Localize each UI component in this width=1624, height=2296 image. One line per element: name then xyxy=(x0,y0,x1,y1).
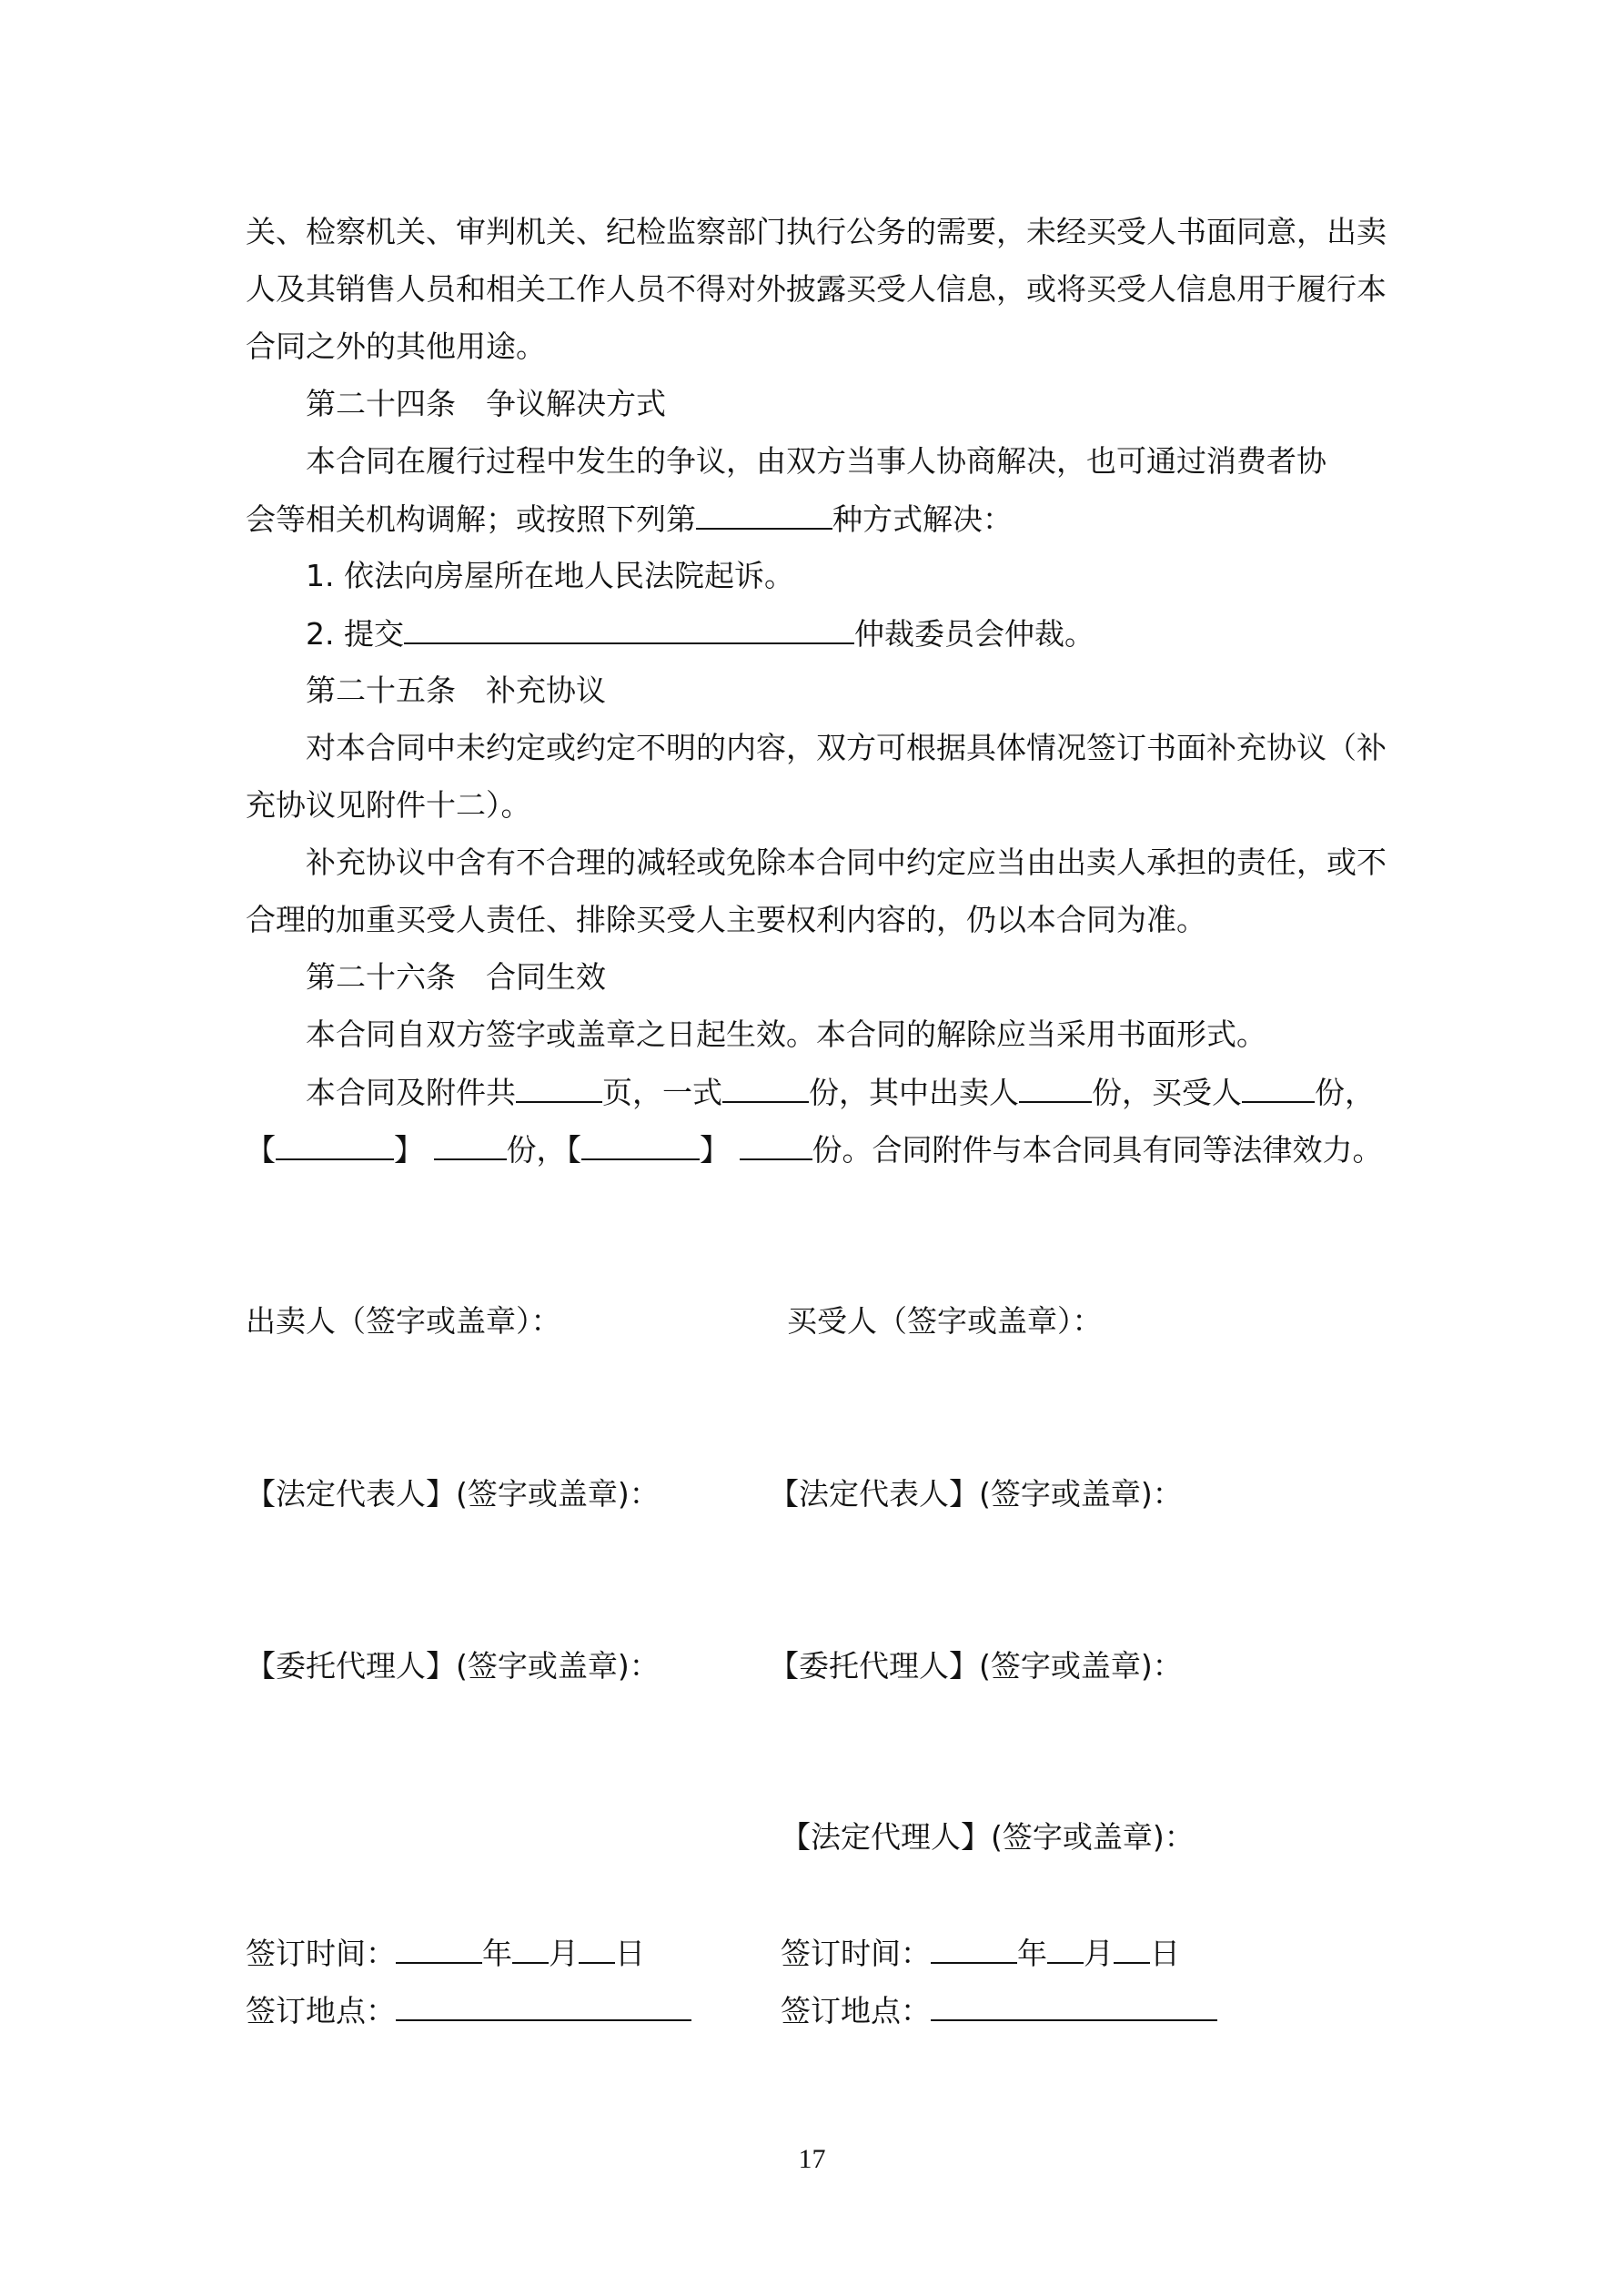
article-25-para-1: 对本合同中未约定或约定不明的内容，双方可根据具体情况签订书面补充协议（补 xyxy=(306,730,1387,765)
page-count-blank[interactable] xyxy=(516,1074,602,1103)
article-24-option-2 xyxy=(306,615,1094,652)
text-segment: 】 xyxy=(394,1132,424,1168)
other-party-2-blank[interactable] xyxy=(581,1131,700,1160)
text-segment: 份，其中出卖人 xyxy=(809,1075,1019,1110)
seller-place-line xyxy=(246,1992,691,2029)
article-24-para-2-text-a: 会等相关机构调解；或按照下列第 xyxy=(246,501,696,537)
month-label: 月 xyxy=(1084,1936,1114,1971)
seller-year-blank[interactable] xyxy=(396,1935,482,1964)
buyer-date-line xyxy=(781,1935,1180,1972)
dispute-method-blank[interactable] xyxy=(696,501,832,530)
seller-place-blank[interactable] xyxy=(396,1992,691,2021)
text-segment: 份。合同附件与本合同具有同等法律效力。 xyxy=(812,1132,1383,1168)
copy-count-blank[interactable] xyxy=(722,1074,809,1103)
other-party-2-copies-blank[interactable] xyxy=(740,1131,812,1160)
article-25-para-4: 合理的加重买受人责任、排除买受人主要权利内容的，仍以本合同为准。 xyxy=(246,902,1206,937)
article-24-heading: 第二十四条 争议解决方式 xyxy=(306,386,666,421)
text-segment: 份，【 xyxy=(506,1132,581,1168)
arbitration-committee-blank[interactable] xyxy=(404,615,854,644)
article-24-option-2-text-b: 仲裁委员会仲裁。 xyxy=(853,616,1094,652)
buyer-place-line xyxy=(781,1992,1217,2029)
seller-day-blank[interactable] xyxy=(579,1935,615,1964)
article-24-option-2-text-a: 2. 提交 xyxy=(306,616,404,652)
page-number: 17 xyxy=(798,2144,826,2174)
date-label: 签订时间： xyxy=(781,1936,931,1971)
article-26-para-2 xyxy=(306,1074,1375,1111)
buyer-place-blank[interactable] xyxy=(931,1992,1217,2021)
article-25-para-3: 补充协议中含有不合理的减轻或免除本合同中约定应当由出卖人承担的责任，或不 xyxy=(306,845,1387,880)
month-label: 月 xyxy=(549,1936,579,1971)
text-segment: 页，一式 xyxy=(602,1075,722,1110)
other-party-1-blank[interactable] xyxy=(276,1131,394,1160)
place-label: 签订地点： xyxy=(246,1993,396,2028)
buyer-month-blank[interactable] xyxy=(1047,1935,1084,1964)
seller-legal-rep-label: 【法定代表人】(签字或盖章)： xyxy=(246,1476,660,1512)
article-24-option-1: 1. 依法向房屋所在地人民法院起诉。 xyxy=(306,558,794,593)
text-segment: 】 xyxy=(700,1132,730,1168)
day-label: 日 xyxy=(615,1936,645,1971)
buyer-year-blank[interactable] xyxy=(931,1935,1017,1964)
article-25-para-2: 充协议见附件十二）。 xyxy=(246,787,531,823)
article-24-para-2 xyxy=(246,501,1013,538)
year-label: 年 xyxy=(482,1936,512,1971)
seller-month-blank[interactable] xyxy=(512,1935,549,1964)
other-party-1-copies-blank[interactable] xyxy=(434,1131,507,1160)
buyer-agent-label: 【委托代理人】(签字或盖章)： xyxy=(769,1648,1183,1684)
seller-copies-blank[interactable] xyxy=(1019,1074,1092,1103)
buyer-legal-rep-label: 【法定代表人】(签字或盖章)： xyxy=(769,1476,1183,1512)
article-26-para-3 xyxy=(246,1131,1383,1168)
buyer-copies-blank[interactable] xyxy=(1242,1074,1315,1103)
seller-date-line xyxy=(246,1935,645,1972)
place-label: 签订地点： xyxy=(781,1993,931,2028)
day-label: 日 xyxy=(1150,1936,1180,1971)
article-24-para-2-text-b: 种方式解决： xyxy=(832,501,1013,537)
body-line-2: 人及其销售人员和相关工作人员不得对外披露买受人信息，或将买受人信息用于履行本 xyxy=(246,271,1387,307)
article-24-para-1: 本合同在履行过程中发生的争议，由双方当事人协商解决，也可通过消费者协 xyxy=(306,443,1326,479)
buyer-day-blank[interactable] xyxy=(1114,1935,1150,1964)
buyer-statutory-agent-label: 【法定代理人】(签字或盖章)： xyxy=(781,1819,1195,1855)
text-segment: 【 xyxy=(246,1132,276,1168)
text-segment: 份，买受人 xyxy=(1092,1075,1242,1110)
text-segment: 份， xyxy=(1315,1075,1375,1110)
article-26-para-1: 本合同自双方签字或盖章之日起生效。本合同的解除应当采用书面形式。 xyxy=(306,1017,1266,1052)
seller-signature-label: 出卖人（签字或盖章）： xyxy=(246,1303,561,1339)
article-26-heading: 第二十六条 合同生效 xyxy=(306,959,606,995)
year-label: 年 xyxy=(1017,1936,1047,1971)
text-segment: 本合同及附件共 xyxy=(306,1075,516,1110)
date-label: 签订时间： xyxy=(246,1936,396,1971)
seller-agent-label: 【委托代理人】(签字或盖章)： xyxy=(246,1648,660,1684)
buyer-signature-label: 买受人（签字或盖章）： xyxy=(787,1303,1103,1339)
body-line-3: 合同之外的其他用途。 xyxy=(246,329,546,364)
body-line-1: 关、检察机关、审判机关、纪检监察部门执行公务的需要，未经买受人书面同意，出卖 xyxy=(246,214,1387,249)
article-25-heading: 第二十五条 补充协议 xyxy=(306,673,606,708)
